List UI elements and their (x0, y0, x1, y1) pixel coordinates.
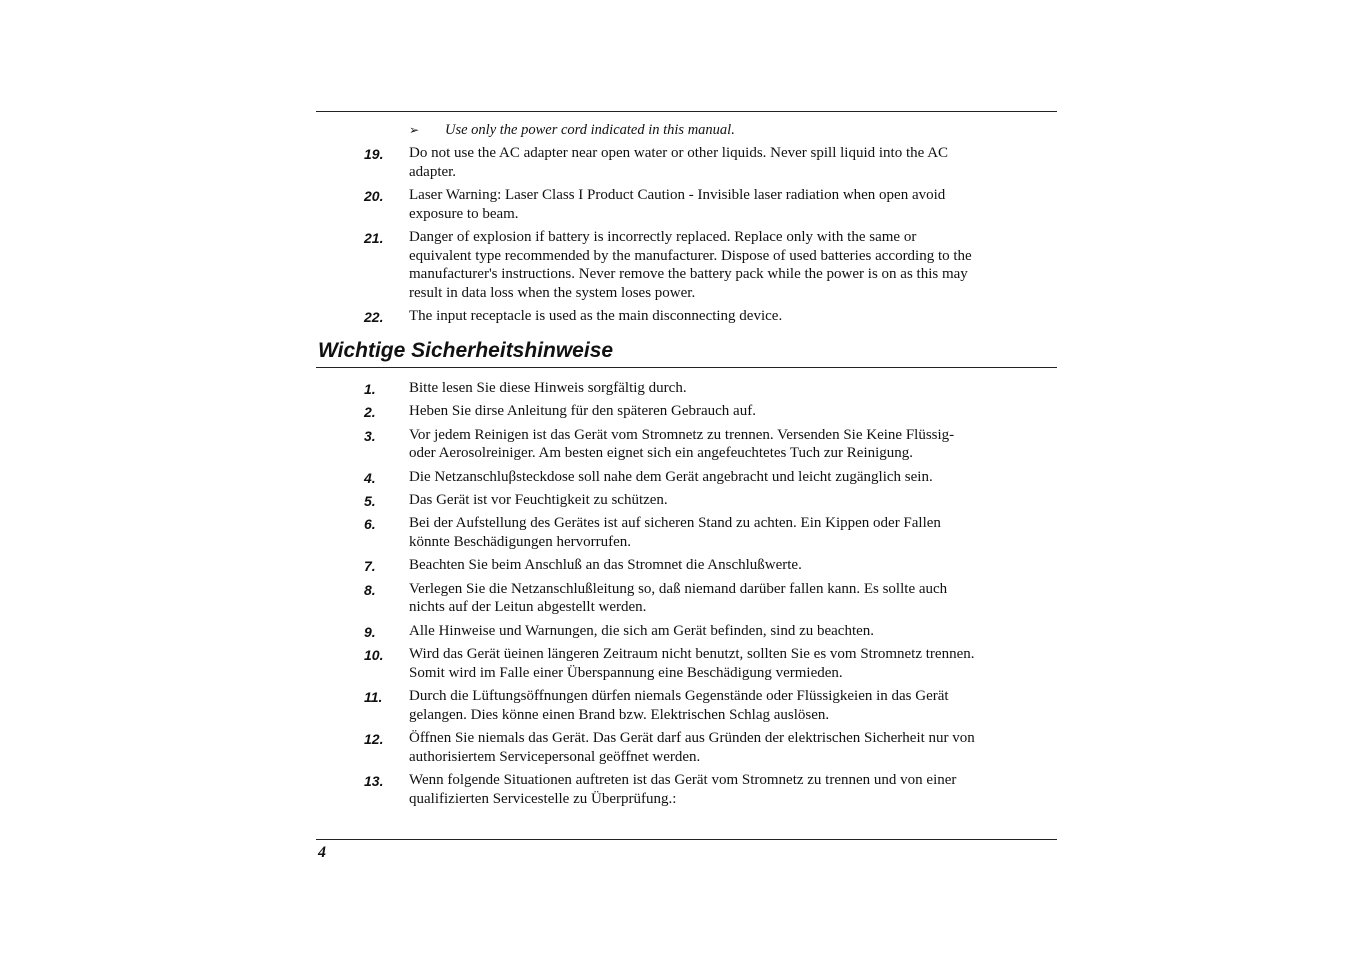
text-line: Somit wird im Falle einer Überspannung eine Beschädigung vermieden. (409, 664, 843, 681)
heading-divider (316, 367, 1057, 368)
item-number: 12. (364, 730, 384, 747)
item-text (409, 379, 1059, 398)
item-number: 7. (364, 558, 376, 575)
item-text (409, 468, 1059, 487)
text-line: Do not use the AC adapter near open water or other liquids. Never spill liquid into the AC (409, 145, 949, 161)
item-number: 9. (364, 623, 376, 640)
power-cord-bullet (409, 121, 735, 140)
item-text (409, 144, 1059, 181)
text-line: Bitte lesen Sie diese Hinweis sorgfältig durch. (409, 380, 687, 396)
text-line: oder Aerosolreiniger. Am besten eignet sich ein angefeuchtetes Tuch zur Reinigung. (409, 445, 914, 462)
text-line: adapter. (409, 163, 457, 180)
text-line: Die Netzanschluβsteckdose soll nahe dem Gerät angebracht und leicht zugänglich sein. (409, 468, 933, 485)
footer-divider (316, 839, 1057, 840)
text-line: Heben Sie dirse Anleitung für den späteren Gebrauch auf. (409, 403, 756, 420)
text-line: qualifizierten Servicestelle zu Überprüfung.: (409, 790, 677, 807)
item-text (409, 186, 1059, 223)
item-text (409, 402, 1059, 421)
item-number: 1. (364, 381, 376, 397)
text-line: Beachten Sie beim Anschluß an das Stromnet die Anschlußwerte. (409, 557, 802, 574)
item-text (409, 729, 1059, 766)
item-number: 4. (364, 469, 376, 486)
item-text (409, 645, 1059, 682)
text-line: manufacturer's instructions. Never remove the battery pack while the power is on as this may (409, 266, 968, 283)
item-number: 19. (364, 146, 384, 162)
section-heading: Wichtige Sicherheitshinweise (318, 339, 614, 362)
text-line: Öffnen Sie niemals das Gerät. Das Gerät darf aus Gründen der elektrischen Sicherheit nur von (409, 729, 975, 746)
item-number: 11. (364, 688, 383, 705)
item-number: 3. (364, 427, 376, 444)
item-text (409, 228, 1059, 303)
page-number: 4 (318, 844, 326, 861)
text-line: Alle Hinweise und Warnungen, die sich am Gerät befinden, sind zu beachten. (409, 622, 875, 639)
item-number: 13. (364, 772, 384, 789)
text-line: Danger of explosion if battery is incorrectly replaced. Replace only with the same or (409, 229, 917, 245)
text-line: authorisiertem Servicepersonal geöffnet werden. (409, 748, 701, 765)
item-text (409, 514, 1059, 551)
item-text (409, 771, 1059, 808)
item-number: 6. (364, 516, 376, 533)
item-text (409, 426, 1059, 463)
item-number: 2. (364, 404, 376, 421)
arrowhead-bullet-icon: ➢ (409, 123, 420, 137)
top-divider (316, 111, 1057, 112)
text-line: Bei der Aufstellung des Gerätes ist auf sicheren Stand zu achten. Ein Kippen oder Fallen (409, 515, 941, 532)
text-line: Laser Warning: Laser Class I Product Caution - Invisible laser radiation when open avoid (409, 187, 946, 203)
text-line: Durch die Lüftungsöffnungen dürfen niemals Gegenstände oder Flüssigkeien in das Gerät (409, 687, 949, 704)
text-line: nichts auf der Leitun abgestellt werden. (409, 599, 647, 616)
item-text (409, 622, 1059, 641)
text-line: Das Gerät ist vor Feuchtigkeit zu schützen. (409, 491, 668, 508)
text-line: Wird das Gerät üeinen längeren Zeitraum nicht benutzt, sollten Sie es vom Stromnetz trennen. (409, 645, 975, 662)
item-number: 20. (364, 188, 384, 204)
text-line: exposure to beam. (409, 205, 519, 222)
text-line: gelangen. Dies könne einen Brand bzw. Elektrischen Schlag auslösen. (409, 706, 830, 723)
item-text (409, 491, 1059, 510)
item-text (409, 556, 1059, 575)
text-line: result in data loss when the system loses power. (409, 285, 696, 302)
item-text (409, 580, 1059, 617)
item-number: 5. (364, 492, 376, 509)
text-line: Vor jedem Reinigen ist das Gerät vom Stromnetz zu trennen. Versenden Sie Keine Flüssig- (409, 426, 955, 443)
text-line: könnte Beschädigungen hervorrufen. (409, 533, 632, 550)
item-number: 21. (364, 230, 384, 246)
item-text (409, 687, 1059, 724)
text-line: Wenn folgende Situationen auftreten ist das Gerät vom Stromnetz zu trennen und von einer (409, 771, 957, 788)
item-number: 22. (364, 309, 384, 326)
item-text (409, 307, 1059, 326)
bullet-text: Use only the power cord indicated in this manual. (445, 122, 735, 138)
text-line: Verlegen Sie die Netzanschlußleitung so, daß niemand darüber fallen kann. Es sollte auch (409, 580, 948, 597)
item-number: 8. (364, 581, 376, 598)
item-number: 10. (364, 646, 384, 663)
text-line: equivalent type recommended by the manufacturer. Dispose of used batteries according to the (409, 247, 972, 264)
text-line: The input receptacle is used as the main disconnecting device. (409, 308, 783, 325)
